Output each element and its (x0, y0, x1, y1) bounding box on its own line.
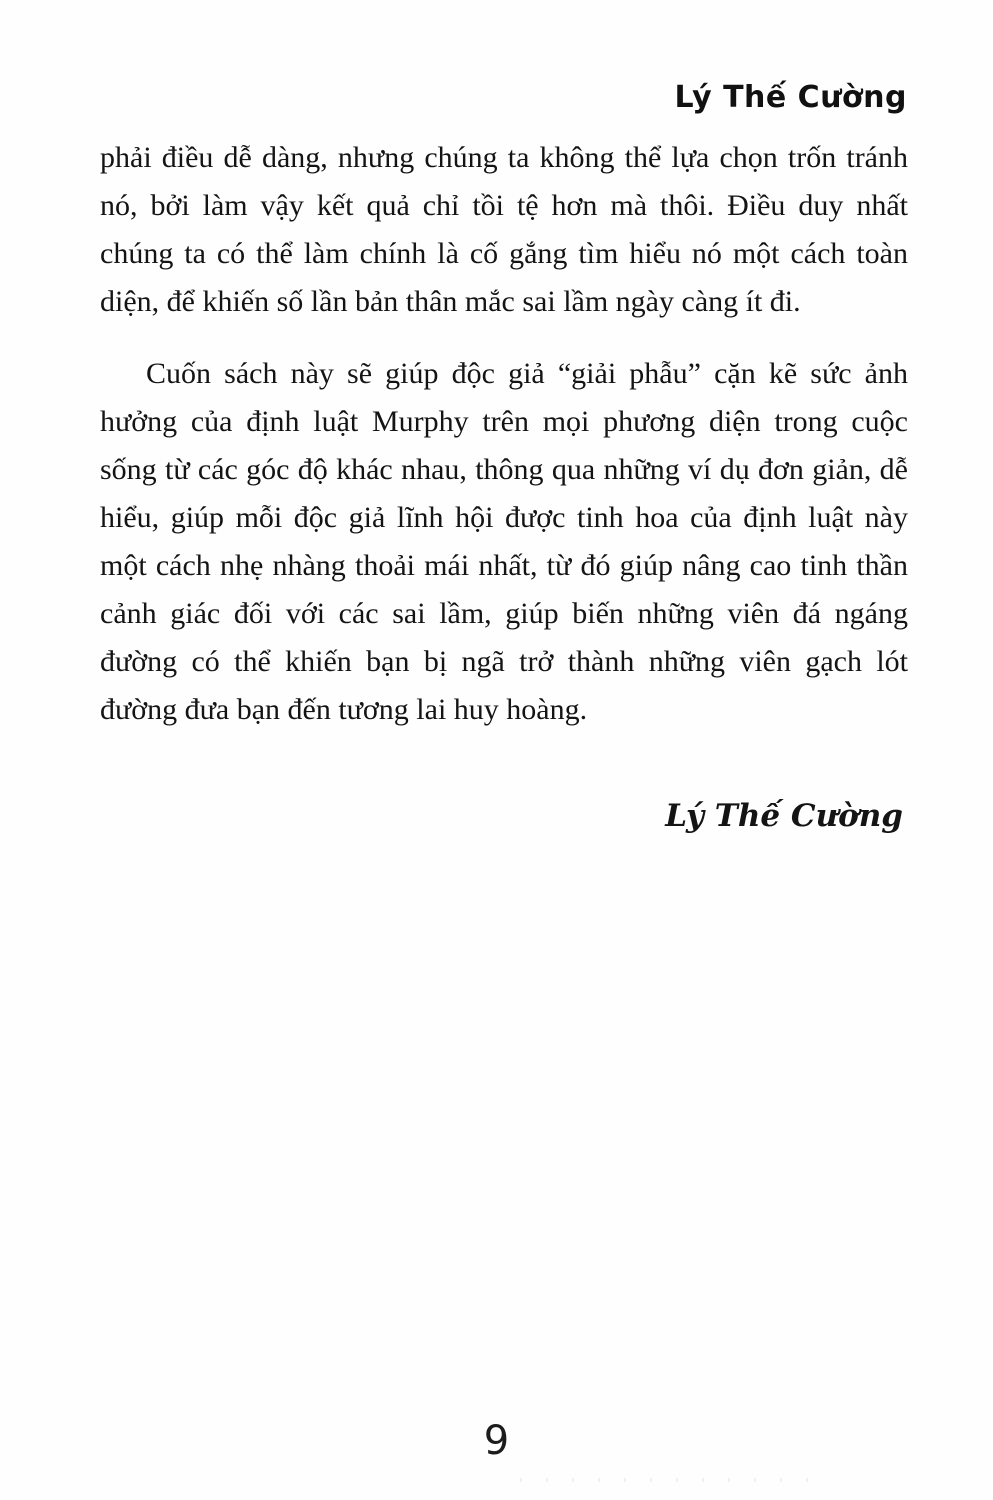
paragraph-book-summary: Cuốn sách này sẽ giúp độc giả “giải phẫu” cặn kẽ sức ảnh hưởng của định luật Murphy trên mọi phương diện trong cuộc sống từ các góc độ khác nhau, thông qua những ví dụ đơn giản, dễ hiểu, giúp mỗi độc giả lĩnh hội được tinh hoa của định luật này một cách nhẹ nhàng thoải mái nhất, từ đó giúp nâng cao tinh thần cảnh giác đối với các sai lầm, giúp biến những viên đá ngáng đường có thể khiến bạn bị ngã trở thành những viên gạch lót đường đưa bạn đến tương lai huy hoàng. (100, 357, 908, 726)
paragraph-continued: phải điều dễ dàng, nhưng chúng ta không thể lựa chọn trốn tránh nó, bởi làm vậy kết quả chỉ tồi tệ hơn mà thôi. Điều duy nhất chúng ta có thể làm chính là cố gắng tìm hiểu nó một cách toàn diện, để khiến số lần bản thân mắc sai lầm ngày càng ít đi. (100, 141, 908, 318)
page-number: 9 (483, 1418, 510, 1464)
running-header-author: Lý Thế Cường (674, 80, 907, 115)
scan-artifact (520, 1478, 820, 1482)
page-body (100, 134, 908, 734)
author-signature: Lý Thế Cường (665, 798, 903, 834)
